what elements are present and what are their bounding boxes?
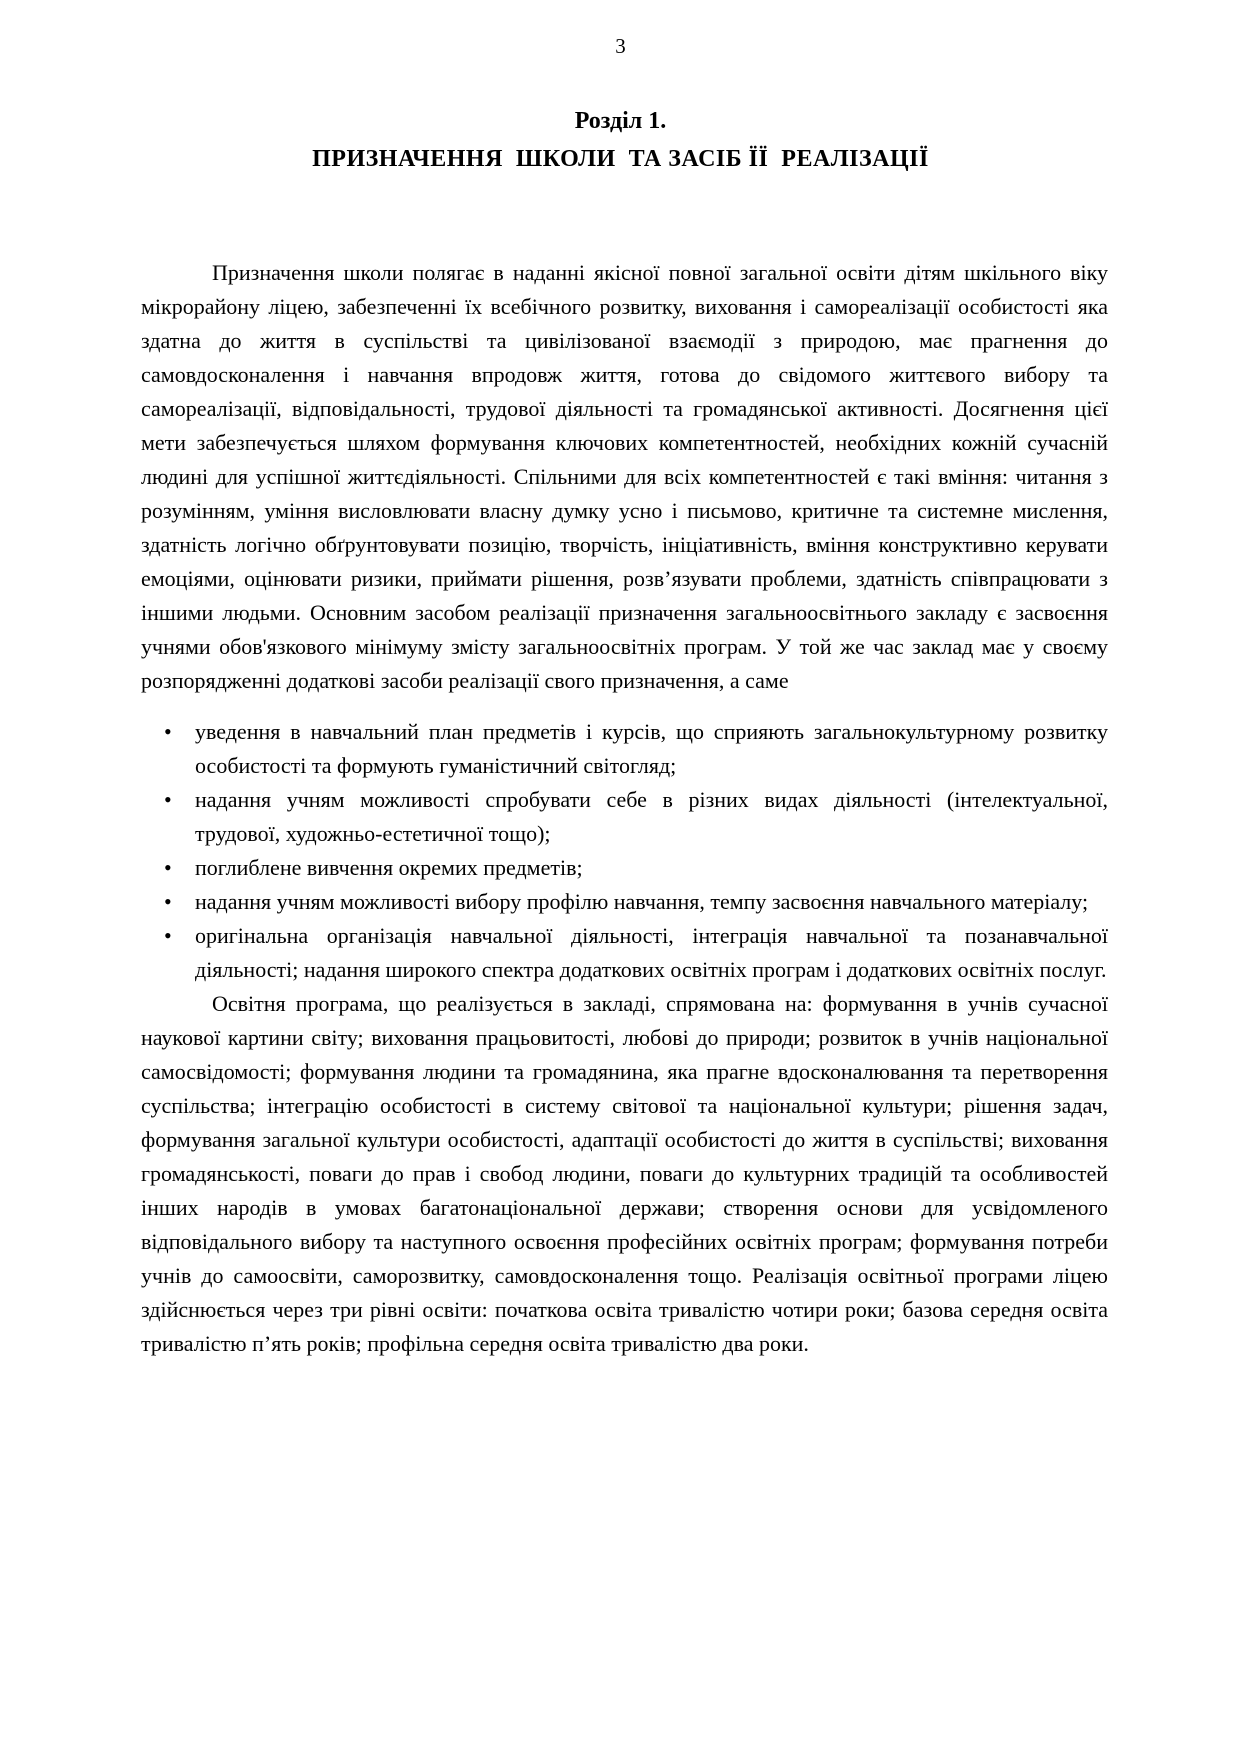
bullet-icon: • — [164, 719, 172, 744]
page-number: 3 — [615, 34, 626, 58]
list-item-3 — [164, 851, 1108, 885]
list-item-text: поглиблене вивчення окремих предметів; — [195, 855, 583, 880]
list-item-text: надання учням можливості спробувати себе в різних видах діяльності (інтелектуальної, трудової, художньо-естетичної тощо); — [195, 787, 1108, 846]
bullet-icon: • — [164, 889, 172, 914]
paragraph-2: Освітня програма, що реалізується в закладі, спрямована на: формування в учнів сучасної наукової картини світу; виховання працьовитості, любові до природи; розвиток в учнів національної самосвідомості; формування людини та громадянина, яка прагне вдосконалювання та перетворення суспільства; інтеграцію особистості в систему світової та національної культури; рішення задач, формування загальної культури особистості, адаптації особистості до життя в суспільстві; виховання громадянськості, поваги до прав і свобод людини, поваги до культурних традицій та особливостей інших народів в умовах багатонаціональної держави; створення основи для усвідомленого відповідального вибору та наступного освоєння професійних освітніх програм; формування потреби учнів до самоосвіти, саморозвитку, самовдосконалення тощо. Реалізація освітньої програми ліцею здійснюється через три рівні освіти: початкова освіта тривалістю чотири роки; базова середня освіта тривалістю п’ять років; профільна середня освіта тривалістю два роки. — [141, 991, 1108, 1356]
bullet-list — [141, 715, 1108, 987]
document-body — [141, 256, 1108, 1361]
paragraph-1: Призначення школи полягає в наданні якісної повної загальної освіти дітям шкільного віку мікрорайону ліцею, забезпеченні їх всебічного розвитку, виховання і самореалізації особистості яка здатна до життя в суспільстві та цивілізованої взаємодії з природою, має прагнення до самовдосконалення і навчання впродовж життя, готова до свідомого життєвого вибору та самореалізації, відповідальності, трудової діяльності та громадянської активності. Досягнення цієї мети забезпечується шляхом формування ключових компетентностей, необхідних кожній сучасній людині для успішної життєдіяльності. Спільними для всіх компетентностей є такі вміння: читання з розумінням, уміння висловлювати власну думку усно і письмово, критичне та системне мислення, здатність логічно обґрунтовувати позицію, творчість, ініціативність, вміння конструктивно керувати емоціями, оцінювати ризики, приймати рішення, розв’язувати проблеми, здатність співпрацювати з іншими людьми. Основним засобом реалізації призначення загальноосвітнього закладу є засвоєння учнями обов'язкового мінімуму змісту загальноосвітніх програм. У той же час заклад має у своєму розпорядженні додаткові засоби реалізації свого призначення, а саме — [141, 260, 1108, 693]
list-item-text: надання учням можливості вибору профілю навчання, темпу засвоєння навчального матеріалу; — [195, 889, 1089, 914]
chapter-title-heading: ПРИЗНАЧЕННЯ ШКОЛИ ТА ЗАСІБ ЇЇ РЕАЛІЗАЦІЇ — [312, 146, 929, 172]
list-item-text: оригінальна організація навчальної діяльності, інтеграція навчальної та позанавчальної діяльності; надання широкого спектра додаткових освітніх програм і додаткових освітніх послуг. — [195, 923, 1108, 982]
bullet-icon: • — [164, 787, 172, 812]
list-item-5 — [164, 919, 1108, 987]
bullet-icon: • — [164, 923, 172, 948]
list-item-2 — [164, 783, 1108, 851]
chapter-number-heading: Розділ 1. — [574, 108, 667, 134]
list-item-text: уведення в навчальний план предметів і курсів, що сприяють загальнокультурному розвитку особистості та формують гуманістичний світогляд; — [195, 719, 1108, 778]
list-item-1 — [164, 715, 1108, 783]
chapter-heading-block — [0, 102, 1241, 178]
bullet-icon: • — [164, 855, 172, 880]
list-item-4 — [164, 885, 1108, 919]
